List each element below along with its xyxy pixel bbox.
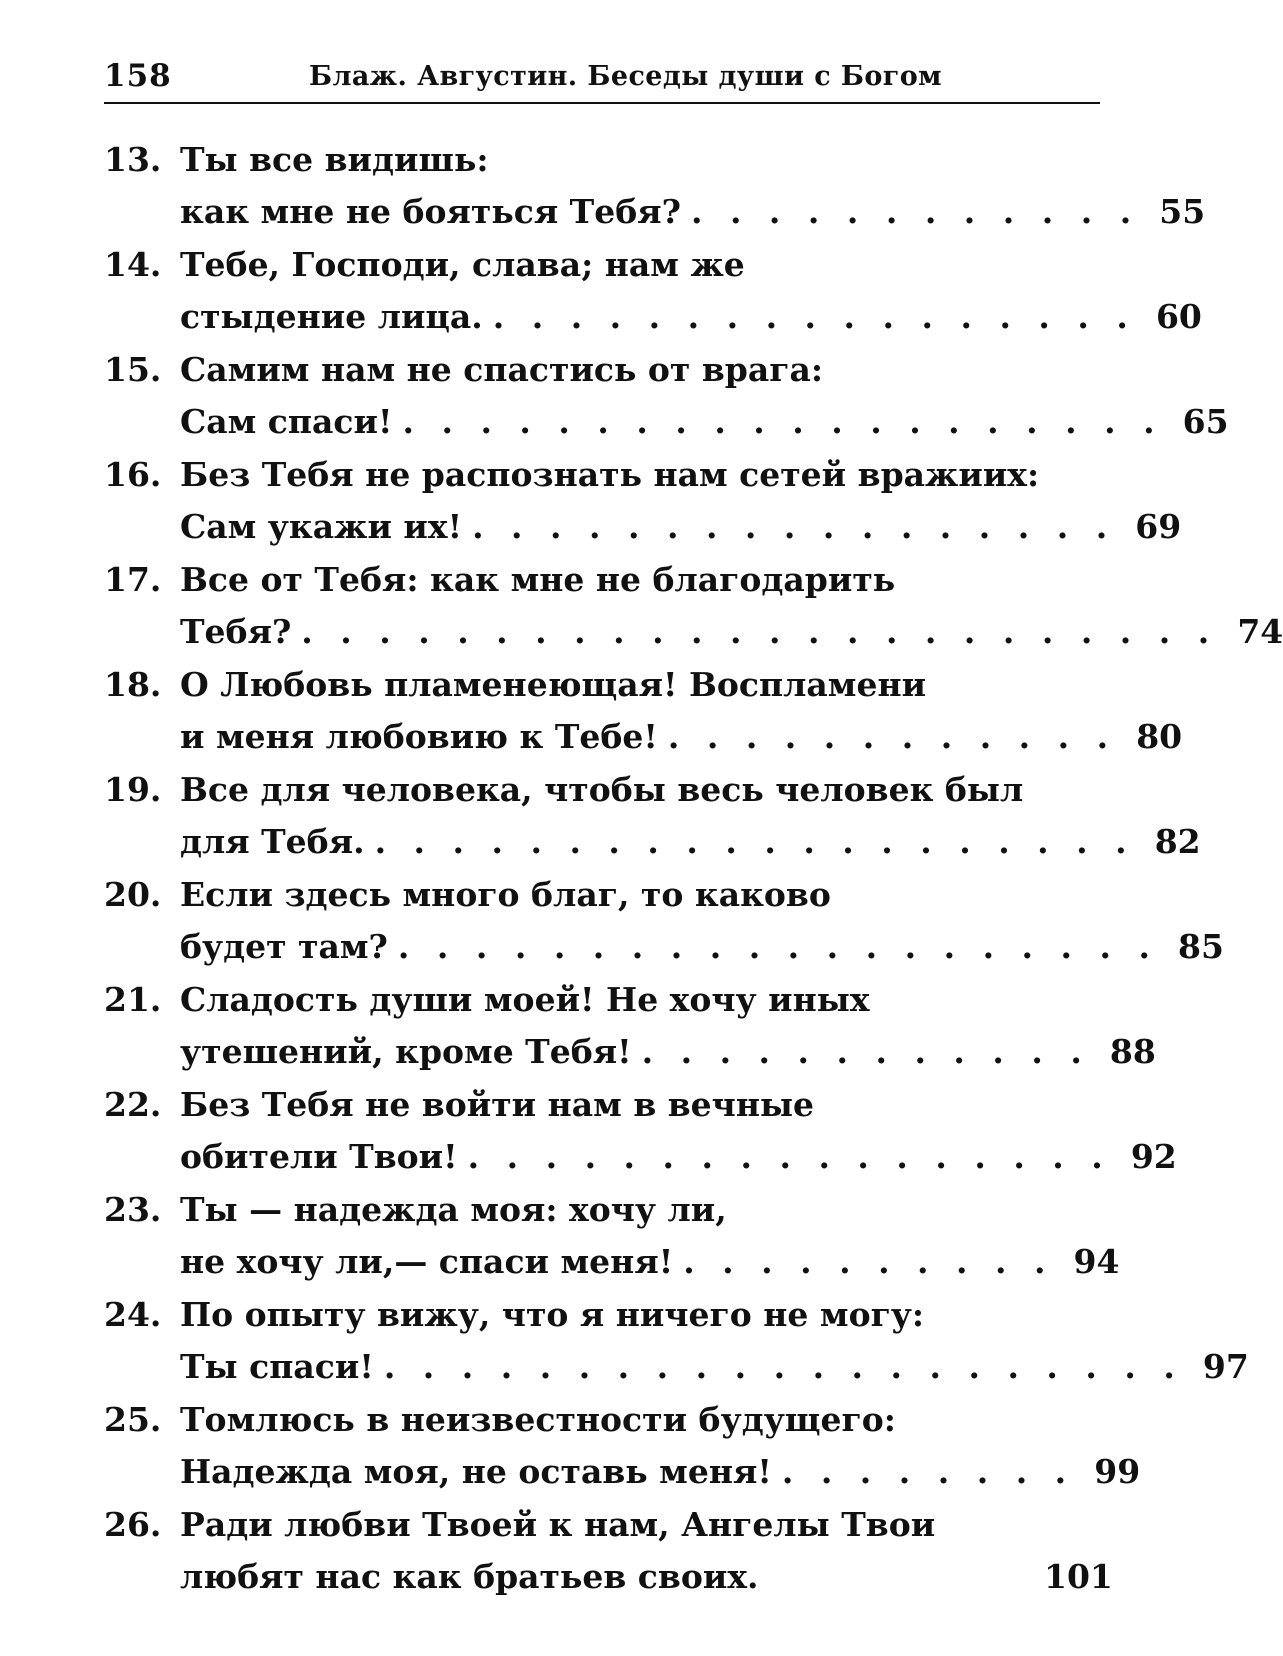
dot-leader: . . . . . . . . . . . . . . . . . [492,297,1136,336]
entry-page-number: 60 [1155,297,1202,336]
entry-title-line-2 [180,1026,1156,1078]
entry-title-line-2 [180,1446,1141,1498]
entry-title-line-2 [180,816,1201,868]
entry-title-line-2 [180,186,1206,238]
toc-entry [104,869,1224,974]
entry-number: 15. [104,350,162,389]
entry-title-continuation: не хочу ли,— спаси меня! [180,1242,674,1281]
entry-number: 22. [104,1085,162,1124]
entry-title-continuation: как мне не бояться Тебя? [180,192,681,231]
entry-title-line-2 [180,921,1224,973]
entry-title-line-1: Ты все видишь: [180,140,489,179]
entry-title-line-1: Без Тебя не войти нам в вечные [180,1085,815,1124]
entry-title-line-1: Сладость души моей! Не хочу иных [180,980,870,1019]
entry-title-line-2 [180,1341,1249,1393]
entry-title-line-1: Тебе, Господи, слава; нам же [180,245,745,284]
entry-title-continuation: Сам укажи их! [180,507,463,546]
dot-leader: . . . . . . . . . . . . . . . . . . . . . [383,1347,1183,1386]
entry-title-line-1: Ты — надежда моя: хочу ли, [180,1190,727,1229]
dot-leader: . . . . . . . . . . . . [690,192,1140,231]
entry-page-number: 101 [1044,1557,1113,1596]
toc-entry [104,1499,1113,1604]
entry-number: 17. [104,560,162,599]
entry-number: 24. [104,1295,162,1334]
entry-page-number: 74 [1237,612,1283,651]
page-header [104,54,1100,104]
entry-title-line-2 [180,291,1202,343]
entry-number: 19. [104,770,162,809]
dot-leader: . . . . . . . . . . . . . . . . . . . . [374,822,1135,861]
entry-title-continuation: будет там? [180,927,388,966]
dot-leader: . . . . . . . . [781,1452,1075,1491]
entry-title-continuation: стыдение лица. [180,297,483,336]
dot-leader: . . . . . . . . . . . . . . . . . [467,1137,1111,1176]
dot-leader: . . . . . . . . . . [683,1242,1054,1281]
entry-page-number: 80 [1136,717,1183,756]
entry-title-line-1: Все для человека, чтобы весь человек был [180,770,1024,809]
entry-number: 23. [104,1190,162,1229]
dot-leader: . . . . . . . . . . . . . . . . . [472,507,1116,546]
toc-entry [104,974,1156,1079]
entry-number: 18. [104,665,162,704]
entry-title-line-1: Томлюсь в неизвестности будущего: [180,1400,896,1439]
entry-number: 20. [104,875,162,914]
toc-entry [104,344,1229,449]
table-of-contents [104,134,1283,1604]
entry-number: 13. [104,140,162,179]
entry-page-number: 92 [1130,1137,1177,1176]
toc-entry [104,449,1182,554]
entry-title-continuation: утешений, кроме Тебя! [180,1032,632,1071]
toc-entry [104,554,1283,659]
entry-title-line-1: Ради любви Твоей к нам, Ангелы Твои [180,1505,936,1544]
entry-title-line-2 [180,396,1229,448]
entry-title-continuation: обители Твои! [180,1137,458,1176]
toc-entry [104,1079,1177,1184]
dot-leader: . . . . . . . . . . . . . . . . . . . . [402,402,1163,441]
entry-number: 16. [104,455,162,494]
entry-title-line-2 [180,1236,1120,1288]
entry-title-line-2 [180,1551,1113,1603]
entry-number: 21. [104,980,162,1019]
toc-entry [104,239,1202,344]
entry-title-continuation: Надежда моя, не оставь меня! [180,1452,772,1491]
dot-leader: . . . . . . . . . . . . . . . . . . . . [397,927,1158,966]
entry-title-line-2 [180,501,1182,553]
toc-entry [104,659,1183,764]
dot-leader: . . . . . . . . . . . . [641,1032,1090,1071]
entry-title-line-1: Если здесь много благ, то каково [180,875,831,914]
toc-entry [104,764,1201,869]
entry-page-number: 85 [1178,927,1224,966]
dot-leader: . . . . . . . . . . . . [667,717,1117,756]
entry-page-number: 65 [1182,402,1229,441]
entry-title-line-2 [180,1131,1177,1183]
entry-title-line-1: Без Тебя не распознать нам сетей вражиих: [180,455,1040,494]
entry-title-continuation: Ты спаси! [180,1347,374,1386]
toc-entry [104,1289,1249,1394]
entry-title-line-2 [180,606,1283,658]
entry-page-number: 88 [1109,1032,1156,1071]
entry-title-line-1: По опыту вижу, что я ничего не могу: [180,1295,925,1334]
dot-leader: . . . . . . . . . . . . . . . . . . . . . . . . [301,612,1218,651]
entry-page-number: 94 [1073,1242,1120,1281]
entry-page-number: 69 [1135,507,1182,546]
entry-title-line-1: Самим нам не спастись от врага: [180,350,824,389]
entry-number: 25. [104,1400,162,1439]
entry-title-continuation: Тебя? [180,612,292,651]
entry-number: 14. [104,245,162,284]
entry-page-number: 55 [1159,192,1206,231]
entry-title-line-1: О Любовь пламенеющая! Воспламени [180,665,927,704]
entry-page-number: 82 [1154,822,1201,861]
page-number: 158 [104,58,172,94]
toc-entry [104,134,1206,239]
running-title: Блаж. Августин. Беседы души с Богом [309,61,942,92]
toc-entry [104,1394,1141,1499]
entry-title-continuation: и меня любовию к Тебе! [180,717,658,756]
entry-page-number: 99 [1094,1452,1141,1491]
entry-title-continuation: любят нас как братьев своих. [180,1557,759,1596]
toc-entry [104,1184,1120,1289]
entry-title-continuation: для Тебя. [180,822,365,861]
entry-title-line-2 [180,711,1183,763]
entry-title-continuation: Сам спаси! [180,402,393,441]
entry-title-line-1: Все от Тебя: как мне не благодарить [180,560,896,599]
entry-number: 26. [104,1505,162,1544]
entry-page-number: 97 [1202,1347,1249,1386]
